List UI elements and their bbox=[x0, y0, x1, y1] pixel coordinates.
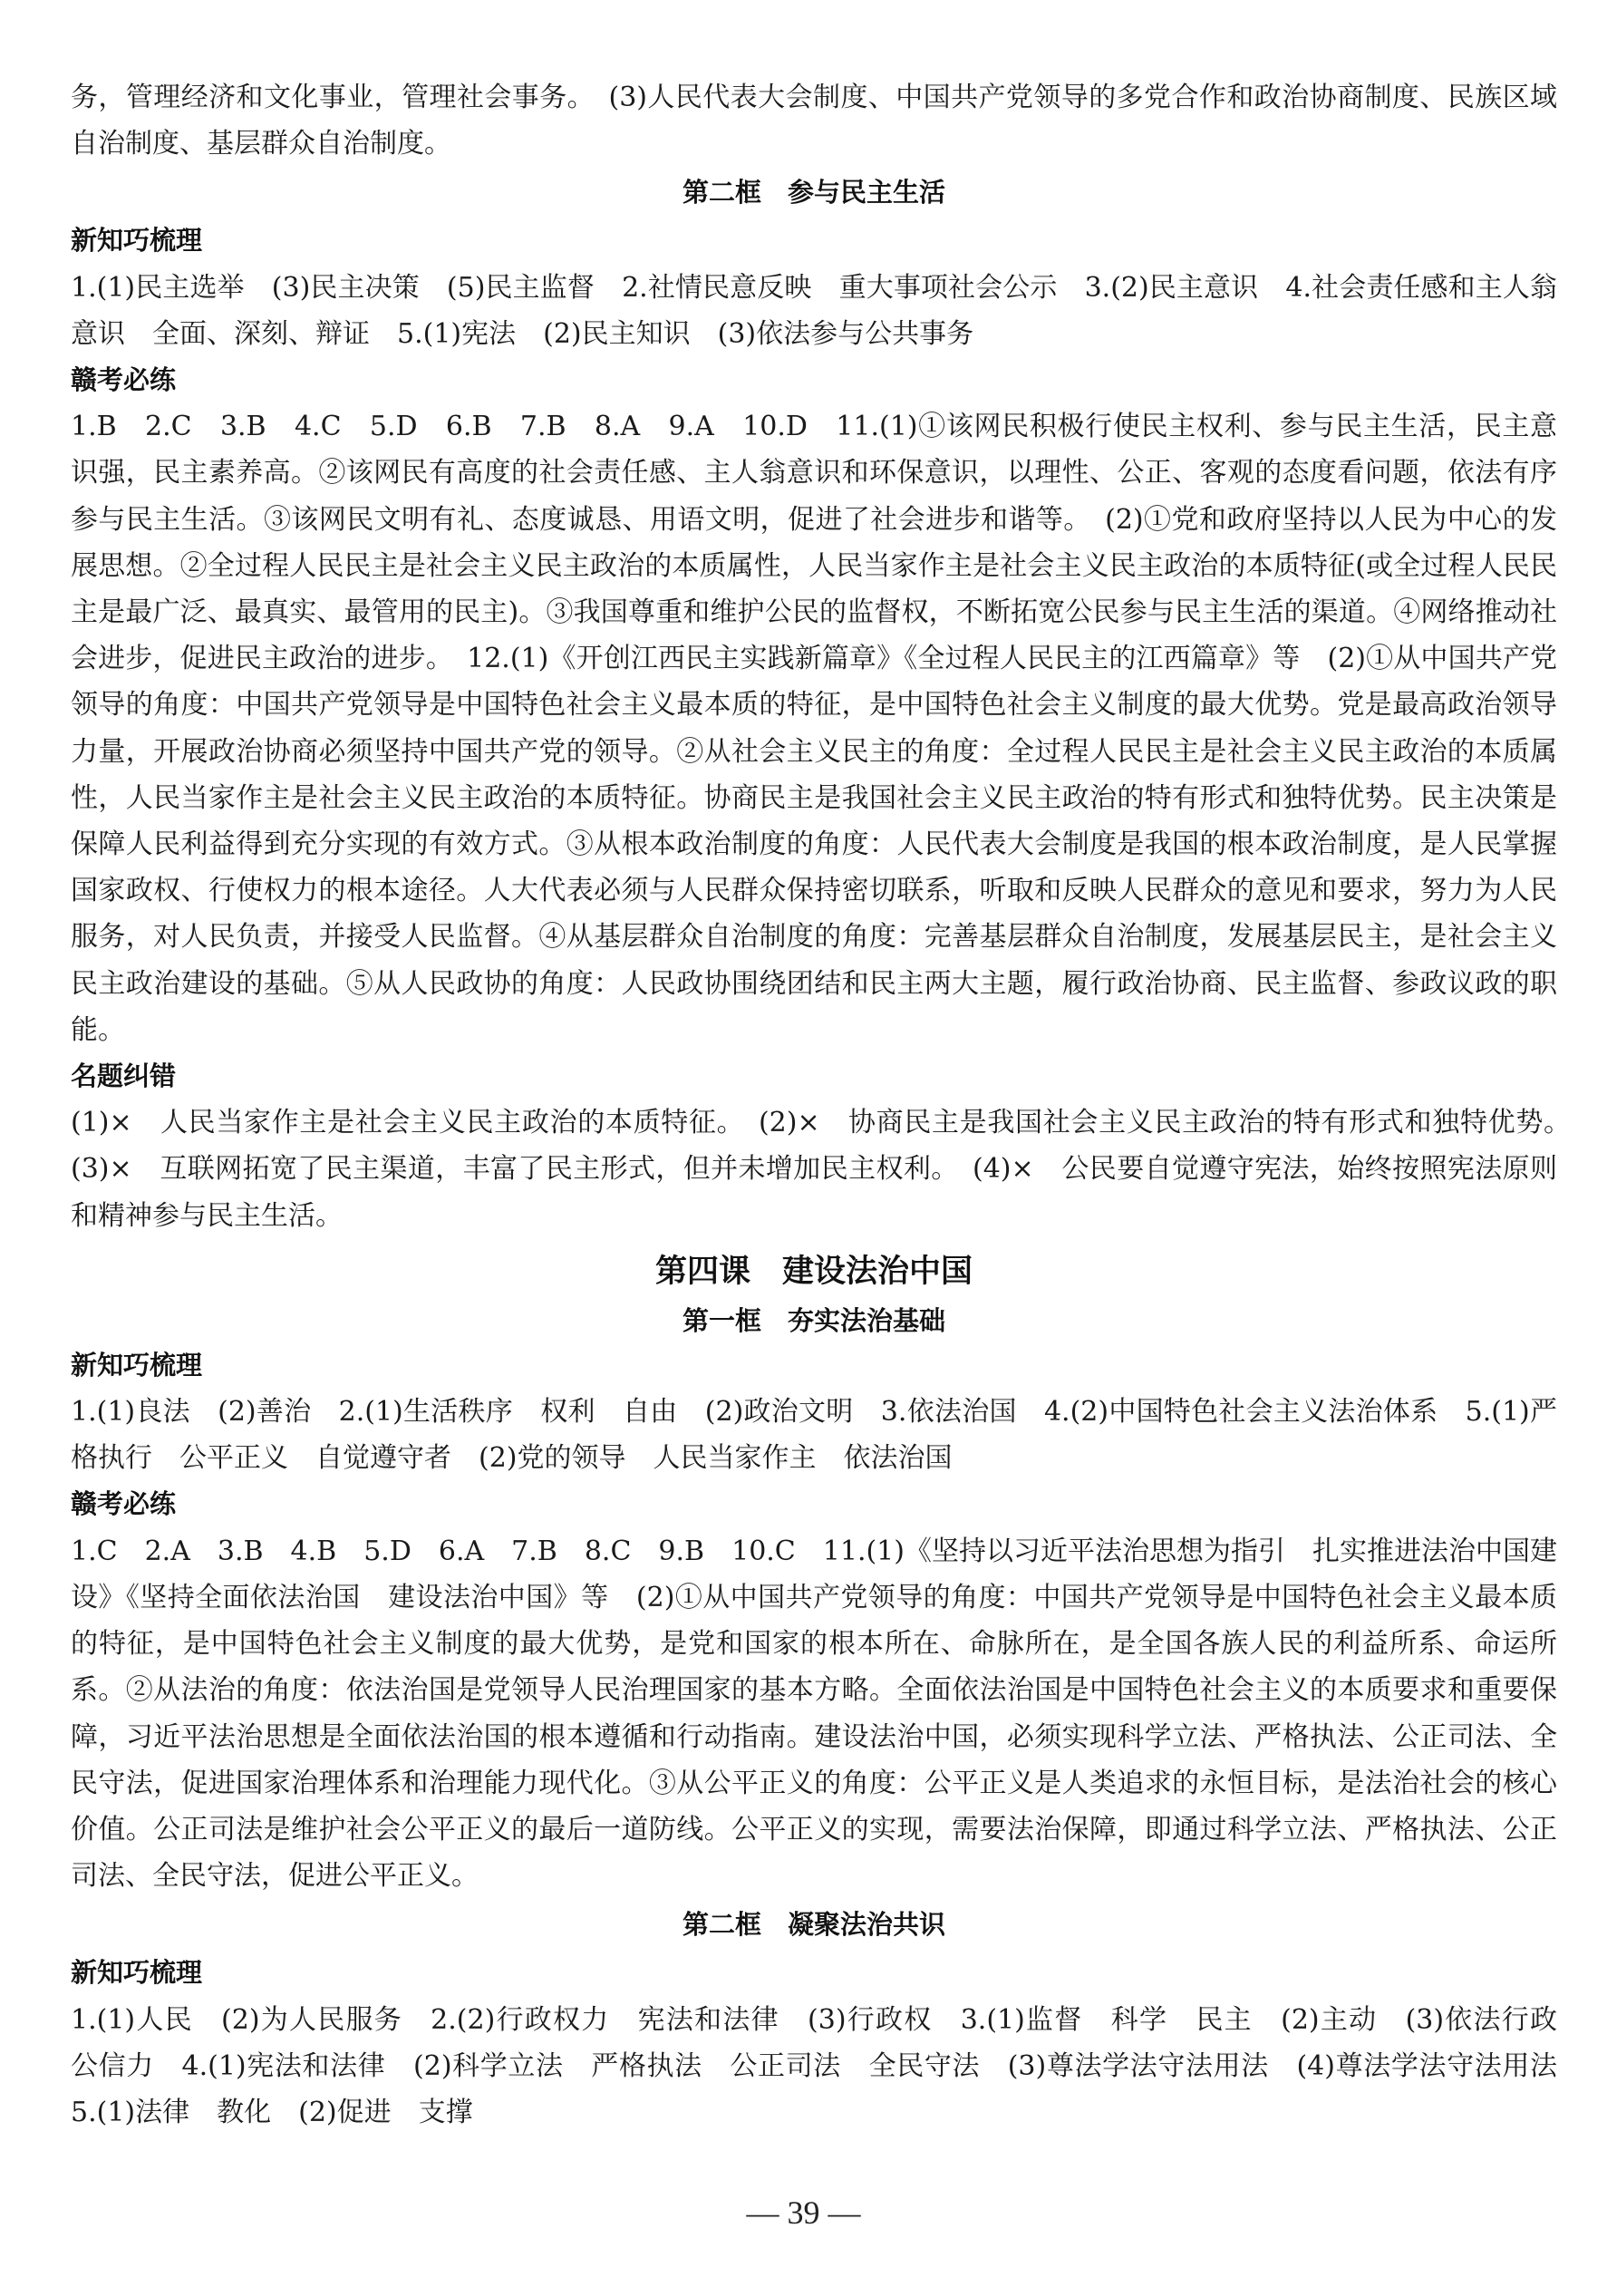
frame-title-rule-of-law-consensus: 第二框 凝聚法治共识 bbox=[682, 1909, 945, 1941]
section-heading-new-knowledge: 新知巧梳理 bbox=[71, 225, 203, 257]
new-knowledge-answers: 1.(1)良法 (2)善治 2.(1)生活秩序 权利 自由 (2)政治文明 3.依法治国 4.(2)中国特色社会主义法治体系 5.(1)严格执行 公平正义 自觉遵守者 (2)党的领导 人民当家作主 依法治国 bbox=[71, 1396, 1557, 1475]
continued-paragraph: 务，管理经济和文化事业，管理社会事务。 (3)人民代表大会制度、中国共产党领导的多党合作和政治协商制度、民族区域自治制度、基层群众自治制度。 bbox=[71, 82, 1557, 160]
exam-practice-answers: 1.B 2.C 3.B 4.C 5.D 6.B 7.B 8.A 9.A 10.D 11.(1)①该网民积极行使民主权利、参与民主生活，民主意识强，民主素养高。②该网民有高度的社会责任感、主人翁意识和环保意识，以理性、公正、客观的态度看问题，依法有序参与民主生活。③该网民文明有礼、态度诚恳、用语文明，促进了社会进步和谐等。 (2)①党和政府坚持以人民为中心的发展思想。②全过程人民民主是社会主义民主政治的本质属性，人民当家作主是社会主义民主政治的本质特征(或全过程人民民主是最广泛、最真实、最管用的民主)。③我国尊重和维护公民的监督权，不断拓宽公民参与民主生活的渠道。④网络推动社会进步，促进民主政治的进步。 12.(1)《开创江西民主实践新篇章》《全过程人民民主的江西篇章》等 (2)①从中国共产党领导的角度：中国共产党领导是中国特色社会主义最本质的特征，是中国特色社会主义制度的最大优势。党是最高政治领导力量，开展政治协商必须坚持中国共产党的领导。②从社会主义民主的角度：全过程人民民主是社会主义民主政治的本质属性，人民当家作主是社会主义民主政治的本质特征。协商民主是我国社会主义民主政治的特有形式和独特优势。民主决策是保障人民利益得到充分实现的有效方式。③从根本政治制度的角度：人民代表大会制度是我国的根本政治制度，是人民掌握国家政权、行使权力的根本途径。人大代表必须与人民群众保持密切联系，听取和反映人民群众的意见和要求，努力为人民服务，对人民负责，并接受人民监督。④从基层群众自治制度的角度：完善基层群众自治制度，发展基层民主，是社会主义民主政治建设的基础。⑤从人民政协的角度：人民政协围绕团结和民主两大主题，履行政治协商、民主监督、参政议政的职能。 bbox=[71, 411, 1557, 1046]
error-correction-answers: (1)× 人民当家作主是社会主义民主政治的本质特征。 (2)× 协商民主是我国社会主义民主政治的特有形式和独特优势。 (3)× 互联网拓宽了民主渠道，丰富了民主形式，但并未增加民主权利。 (4)× 公民要自觉遵守宪法，始终按照宪法原则和精神参与民主生活。 bbox=[71, 1107, 1584, 1232]
lesson-title: 第四课 建设法治中国 bbox=[654, 1253, 973, 1290]
frame-title-rule-of-law-foundation: 第一框 夯实法治基础 bbox=[682, 1304, 945, 1336]
exam-practice-answers: 1.C 2.A 3.B 4.B 5.D 6.A 7.B 8.C 9.B 10.C 11.(1)《坚持以习近平法治思想为指引 扎实推进法治中国建设》《坚持全面依法治国 建设法治中国》等 (2)①从中国共产党领导的角度：中国共产党领导是中国特色社会主义最本质的特征，是中国特色社会主义制度的最大优势，是党和国家的根本所在、命脉所在，是全国各族人民的利益所系、命运所系。②从法治的角度：依法治国是党领导人民治理国家的基本方略。全面依法治国是中国特色社会主义的本质要求和重要保障，习近平法治思想是全面依法治国的根本遵循和行动指南。建设法治中国，必须实现科学立法、严格执法、公正司法、全民守法，促进国家治理体系和治理能力现代化。③从公平正义的角度：公平正义是人类追求的永恒目标，是法治社会的核心价值。公正司法是维护社会公平正义的最后一道防线。公平正义的实现，需要法治保障，即通过科学立法、严格执法、公正司法、全民守法，促进公平正义。 bbox=[71, 1535, 1557, 1893]
section-heading-exam-practice: 赣考必练 bbox=[71, 1488, 177, 1520]
section-heading-error-correction: 名题纠错 bbox=[71, 1061, 177, 1092]
section-heading-new-knowledge: 新知巧梳理 bbox=[71, 1349, 203, 1381]
answer-page bbox=[71, 74, 1584, 2136]
frame-title-participate-democracy: 第二框 参与民主生活 bbox=[682, 177, 945, 208]
new-knowledge-answers: 1.(1)民主选举 (3)民主决策 (5)民主监督 2.社情民意反映 重大事项社会公示 3.(2)民主意识 4.社会责任感和主人翁意识 全面、深刻、辩证 5.(1)宪法 (2)民主知识 (3)依法参与公共事务 bbox=[71, 271, 1557, 350]
page-number: — 39 — bbox=[746, 2194, 861, 2231]
section-heading-exam-practice: 赣考必练 bbox=[71, 364, 177, 396]
section-heading-new-knowledge: 新知巧梳理 bbox=[71, 1957, 203, 1989]
new-knowledge-answers: 1.(1)人民 (2)为人民服务 2.(2)行政权力 宪法和法律 (3)行政权 3.(1)监督 科学 民主 (2)主动 (3)依法行政 公信力 4.(1)宪法和法律 (2)科学立法 严格执法 公正司法 全民守法 (3)尊法学法守法用法 (4)尊法学法守法用法 5.(1)法律 教化 (2)促进 支撑 bbox=[71, 2003, 1584, 2128]
